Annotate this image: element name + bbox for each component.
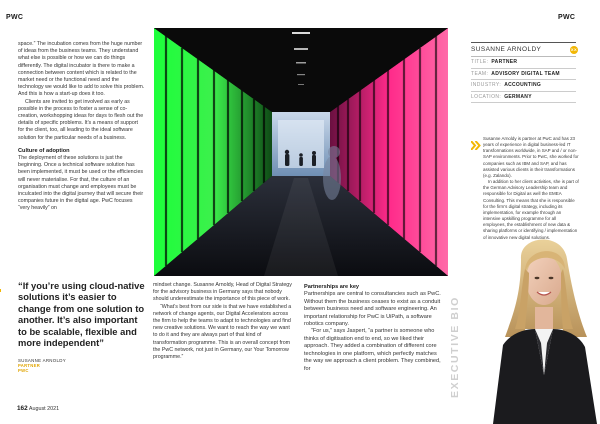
bio-row-label: TEAM: — [471, 70, 489, 77]
bio-row-label: TITLE: — [471, 59, 489, 65]
double-chevron-icon — [471, 137, 481, 155]
page-footer — [17, 405, 59, 412]
portrait-image — [481, 225, 600, 424]
executive-bio-card — [471, 44, 576, 103]
bio-row-value: ACCOUNTING — [504, 82, 542, 88]
portrait-photo — [481, 225, 600, 424]
executive-bio-vertical-label: EXECUTIVE BIO — [449, 296, 461, 398]
bio-name — [471, 44, 576, 57]
article-column-3 — [304, 284, 446, 373]
pull-quote-role: PARTNER — [18, 363, 41, 369]
subheading: Culture of adoption — [18, 147, 70, 154]
paragraph: Clients are invited to get involved as early as possible in the process to foster a sense of co-creation, workshopping ideas for days to flesh out the details of specific problems. It’s a means of support for the client, too, all leading to the ideal software solution for the particular needs of a business. — [18, 98, 144, 141]
bio-row-label: LOCATION: — [471, 93, 502, 100]
bio-row-label: INDUSTRY: — [471, 82, 502, 88]
quote-mark-icon — [0, 286, 8, 304]
paragraph: mindset change. Susanne Arnoldy, Head of Digital Strategy for the advisory business in Germany says that nobody should underestimate the importance of this piece of work. — [153, 282, 292, 303]
bio-row-title — [471, 57, 576, 69]
page-number: 162 — [17, 405, 28, 412]
bio-row-value: GERMANY — [504, 93, 532, 100]
pull-quote — [18, 280, 145, 373]
bio-paragraph: Susanne Arnoldy is partner at PwC and has 23 years of experience in digital business-led IT transformations worldwide, in SAP and / or non-SAP environments. Prior to PwC, she worked for companies such as IBM and SAP, and has assisted various clients in their transformations (e.g. Zalando). — [483, 136, 579, 178]
pull-quote-name: SUSANNE ARNOLDY — [18, 358, 66, 364]
bio-top-rule — [471, 42, 576, 43]
bio-name-text: SUSANNE ARNOLDY — [471, 46, 542, 53]
article-column-1 — [18, 41, 145, 213]
corridor-photo — [154, 28, 448, 276]
paragraph: “For us,” says Jaspert, “a partner is someone who thinks of digitisation end to end, so we liked their approach. They added a combination of different core technologies in one platform, which perfectly matches the way we approach a client problem. They combined, for — [304, 328, 441, 372]
subheading: Partnerships are key — [304, 284, 360, 290]
badge-icon: XX — [570, 47, 578, 52]
article-column-2 — [153, 282, 293, 361]
bio-row-value: PARTNER — [491, 59, 518, 65]
corridor-image — [154, 28, 448, 276]
paragraph: space.” The incubation comes from the huge number of ideas from the business teams. They understand what else is possible or how we can do things differently. The digital incubator is there to make a connection between content which is related to the market need or the functional need and the technology we would like to add to solve this problem. And this is how a start-up does it too. — [18, 41, 145, 98]
header-right-label: PWC — [558, 14, 576, 21]
pull-quote-company: PWC — [18, 368, 29, 374]
paragraph: “What’s best from our side is that we have established a network of change agents, our Digital Accelerators across the firm to help the teams to adapt to technologies and find new creative solutions. We want to reach the way we want to do it and they are always part of that kind of transformation programme. This is an overall concept from the PwC network, not just in Germany, our Your Tomorrow programme.” — [153, 303, 292, 361]
pull-quote-text: “If you’re using cloud-native solutions it’s easier to change from one solution to another. It’s also important to be scalable, flexible and more independent” — [18, 280, 145, 349]
bio-row-value: ADVISORY DIGITAL TEAM — [491, 70, 560, 77]
paragraph: The deployment of these solutions is just the beginning. Once a technical software solution has been implemented, it must be used or the efficiencies will never materialise. For that, the culture of an organisation must change and employees must be inculcated into the digital journey that will secure their companies future in the digital age. PwC focuses “very heavily” on — [18, 155, 144, 212]
bio-row-industry — [471, 80, 576, 92]
header-left-label: PWC — [6, 14, 24, 21]
bio-paragraph: In addition to her client activities, she is part of the German Advisory Leadership team and responsible for Digital as well the EMEA Consulting. This means that she is responsible for the firm’s digital strategy, including its implementation, for example through an intensive upskilling programme for all employees, the establishment of new data & sharing platforms or identifying / implementation of innovative new digital solutions. — [483, 179, 579, 240]
paragraph: Partnerships are central to consultancies such as PwC. Without them the business ceases to exist as a conduit between business need and software engineering. An important relationship for PwC is UiPath, a software robotics company. — [304, 291, 441, 328]
bio-row-team — [471, 69, 576, 81]
bio-row-location — [471, 92, 576, 104]
issue-date: August 2021 — [28, 406, 60, 412]
